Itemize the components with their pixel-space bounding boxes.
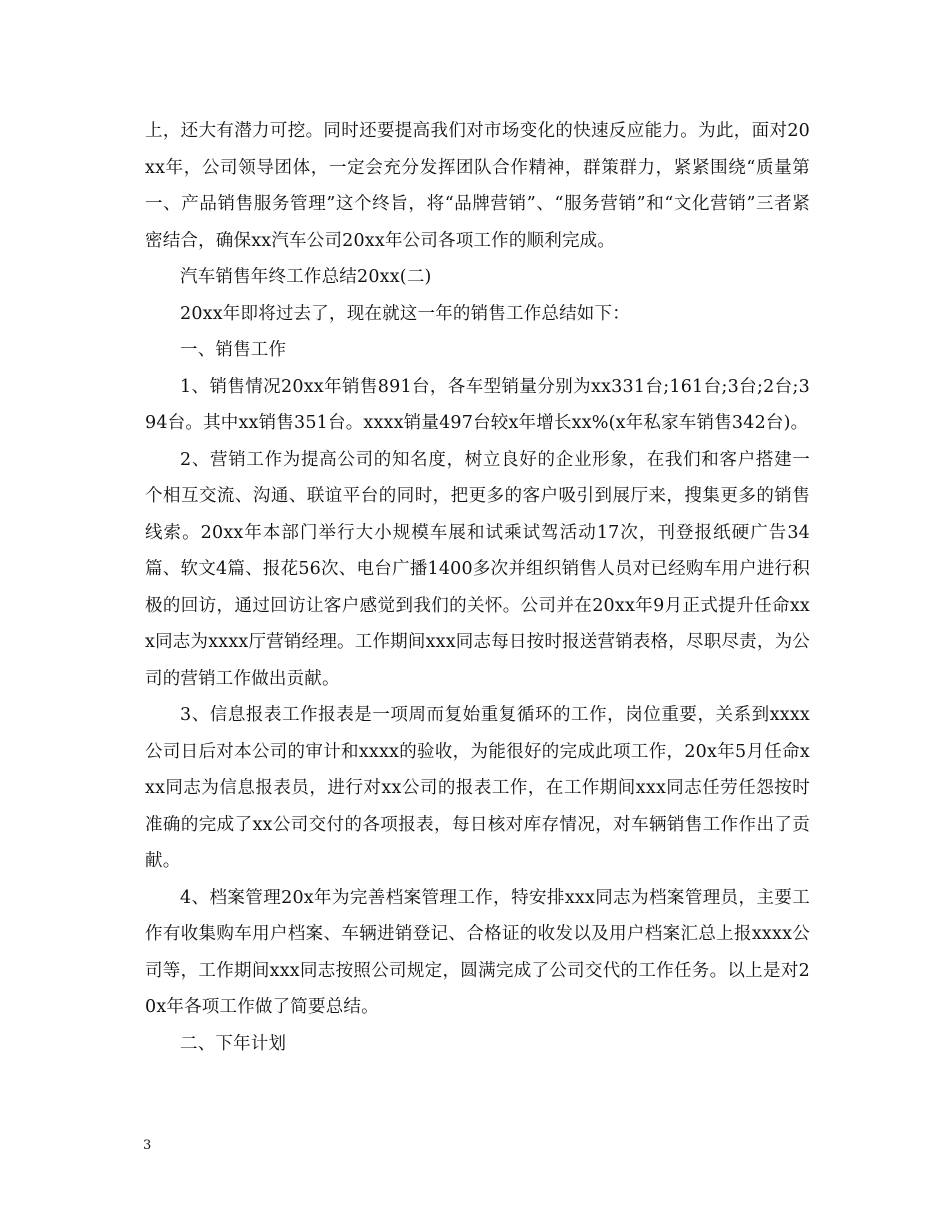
paragraph-report-work: 3、信息报表工作报表是一项周而复始重复循环的工作，岗位重要，关系到xxxx公司日后对本公司的审计和xxxx的验收，为能很好的完成此项工作，20x年5月任命xxx同志为信息报表员，进行对xx公司的报表工作，在工作期间xxx同志任劳任怨按时准确的完成了xx公司交付的各项报表，每日核对库存情况，对车辆销售工作作出了贡献。	[145, 705, 810, 871]
document-body	[145, 113, 810, 1062]
paragraph-continuation: 上，还大有潜力可挖。同时还要提高我们对市场变化的快速反应能力。为此，面对20xx年，公司领导团体，一定会充分发挥团队合作精神，群策群力，紧紧围绕“质量第一、产品销售服务管理”这个终旨，将“品牌营销”、“服务营销”和“文化营销”三者紧密结合，确保xx汽车公司20xx年公司各项工作的顺利完成。	[145, 121, 810, 251]
page-number: 3	[143, 1138, 152, 1153]
intro-paragraph: 20xx年即将过去了，现在就这一年的销售工作总结如下：	[180, 303, 630, 324]
paragraph-marketing-work: 2、营销工作为提高公司的知名度，树立良好的企业形象，在我们和客户搭建一个相互交流、沟通、联谊平台的同时，把更多的客户吸引到展厅来，搜集更多的销售线索。20xx年本部门举行大小规模车展和试乘试驾活动17次，刊登报纸硬广告34篇、软文4篇、报花56次、电台广播1400多次并组织销售人员对已经购车用户进行积极的回访，通过回访让客户感觉到我们的关怀。公司并在20xx年9月正式提升任命xxx同志为xxxx厅营销经理。工作期间xxx同志每日按时报送营销表格，尽职尽责，为公司的营销工作做出贡献。	[145, 449, 810, 689]
paragraph-sales-status: 1、销售情况20xx年销售891台，各车型销量分别为xx331台;161台;3台;2台;394台。其中xx销售351台。xxxx销量497台较x年增长xx%(x年私家车销售342台)。	[145, 376, 810, 433]
heading-sales-work: 一、销售工作	[180, 340, 287, 360]
heading-next-year-plan: 二、下年计划	[180, 1033, 287, 1054]
section-title: 汽车销售年终工作总结20xx(二)	[180, 267, 432, 287]
paragraph-archive-management: 4、档案管理20x年为完善档案管理工作，特安排xxx同志为档案管理员，主要工作有收集购车用户档案、车辆进销登记、合格证的收发以及用户档案汇总上报xxxx公司等，工作期间xxx同志按照公司规定，圆满完成了公司交代的工作任务。以上是对20x年各项工作做了简要总结。	[145, 887, 810, 1017]
